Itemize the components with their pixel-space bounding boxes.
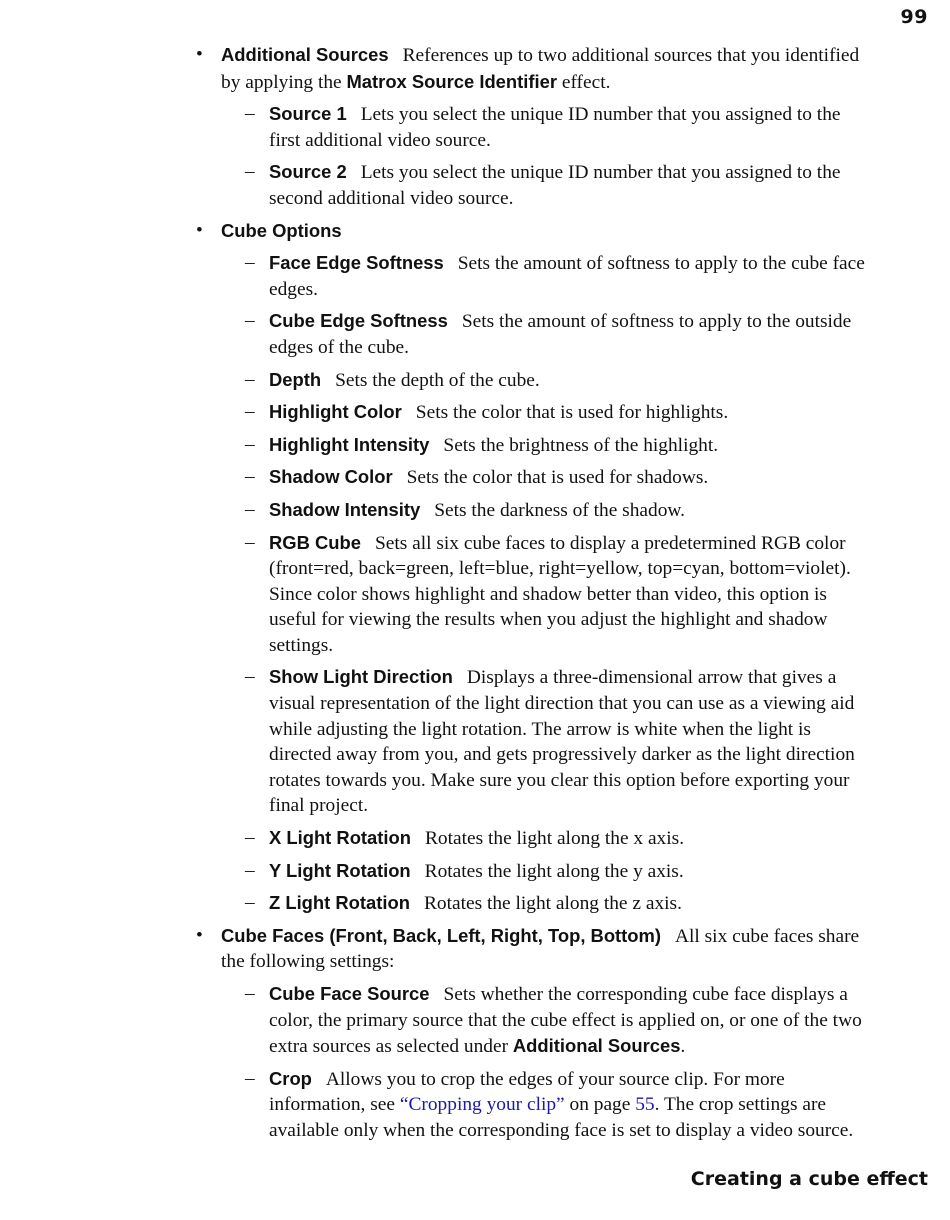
term-rgb-cube: RGB Cube — [269, 531, 361, 553]
list-item-cube-faces — [196, 923, 876, 1144]
ref-additional-sources: Additional Sources — [512, 1035, 681, 1057]
desc-additional-sources-before: References up to two additional sources that you identified by applying the — [221, 45, 860, 93]
bullet-marker: • — [196, 219, 203, 241]
term-additional-sources: Additional Sources — [221, 44, 389, 65]
desc-crop-after: . The crop settings are available only when the corresponding face is set to display a video source. — [269, 1094, 854, 1141]
dash-marker: – — [245, 103, 255, 125]
term-cube-face-source: Cube Face Source — [269, 983, 430, 1004]
dash-marker: – — [245, 433, 255, 455]
term-crop: Crop — [269, 1067, 312, 1089]
desc-shadow-intensity: Sets the darkness of the shadow. — [434, 499, 686, 521]
sub-item-highlight-intensity — [221, 432, 876, 459]
desc-cube-faces: All six cube faces share the following settings: — [221, 925, 860, 973]
desc-rgb-cube: Sets all six cube faces to display a predetermined RGB color (front=red, back=green, left=blue, right=yellow, top=cyan, bottom=violet). Since color shows highlight and shadow better than video, this option is useful for viewing the results when you adjust the highlight and shadow settings. — [269, 532, 851, 656]
sub-item-source-1 — [221, 101, 876, 153]
dash-marker: – — [245, 368, 255, 390]
desc-cube-face-source-before: Sets whether the corresponding cube face displays a color, the primary source that the cube effect is applied on, or one of the two extra sources as selected under — [269, 984, 862, 1058]
term-depth: Depth — [269, 368, 322, 390]
page-number: 99 — [900, 6, 928, 28]
dash-marker: – — [245, 401, 255, 423]
dash-marker: – — [245, 1067, 255, 1089]
desc-z-light-rotation: Rotates the light along the z axis. — [423, 893, 682, 915]
sub-item-show-light-direction — [221, 664, 876, 819]
desc-highlight-color: Sets the color that is used for highlights. — [415, 402, 729, 424]
dash-marker: – — [245, 252, 255, 274]
sub-item-cube-edge-softness — [221, 308, 876, 360]
dash-marker: – — [245, 892, 255, 914]
desc-source-1: Lets you select the unique ID number that you assigned to the first additional video source. — [269, 104, 841, 151]
term-shadow-color: Shadow Color — [269, 466, 393, 488]
sub-item-z-light-rotation — [221, 890, 876, 917]
sub-item-shadow-color — [221, 464, 876, 491]
desc-cube-face-source-after: . — [680, 1036, 686, 1058]
dash-marker: – — [245, 859, 255, 881]
term-y-light-rotation: Y Light Rotation — [269, 859, 411, 881]
sub-item-crop — [221, 1066, 876, 1144]
dash-marker: – — [245, 498, 255, 520]
desc-cube-edge-softness: Sets the amount of softness to apply to the outside edges of the cube. — [269, 311, 852, 358]
term-z-light-rotation: Z Light Rotation — [269, 892, 410, 914]
cropping-your-clip-link[interactable]: “Cropping your clip” — [399, 1094, 565, 1116]
desc-y-light-rotation: Rotates the light along the y axis. — [424, 860, 684, 882]
dash-marker: – — [245, 310, 255, 332]
page-55-link[interactable]: 55 — [635, 1094, 655, 1116]
term-source-1: Source 1 — [269, 103, 347, 125]
term-source-2: Source 2 — [269, 161, 347, 183]
term-show-light-direction: Show Light Direction — [269, 666, 453, 688]
bullet-marker: • — [196, 924, 203, 946]
desc-depth: Sets the depth of the cube. — [335, 369, 540, 391]
term-highlight-intensity: Highlight Intensity — [269, 433, 430, 455]
sub-item-x-light-rotation — [221, 825, 876, 852]
term-cube-edge-softness: Cube Edge Softness — [269, 310, 448, 332]
dash-marker: – — [245, 161, 255, 183]
desc-face-edge-softness: Sets the amount of softness to apply to the cube face edges. — [269, 253, 865, 300]
bullet-marker: • — [196, 44, 203, 65]
list-item-additional-sources — [196, 42, 876, 212]
dash-marker: – — [245, 666, 255, 688]
desc-crop-before: Allows you to crop the edges of your source clip. For more information, see — [269, 1068, 785, 1116]
term-face-edge-softness: Face Edge Softness — [269, 252, 444, 274]
dash-marker: – — [245, 827, 255, 849]
sub-item-source-2 — [221, 159, 876, 211]
desc-highlight-intensity: Sets the brightness of the highlight. — [443, 434, 719, 456]
dash-marker: – — [245, 466, 255, 488]
sub-item-cube-face-source — [221, 981, 876, 1060]
page-content — [196, 42, 876, 1150]
term-cube-faces: Cube Faces (Front, Back, Left, Right, Top, Bottom) — [221, 924, 662, 946]
desc-x-light-rotation: Rotates the light along the x axis. — [425, 828, 685, 850]
desc-show-light-direction: Displays a three-dimensional arrow that gives a visual representation of the light direction that you can use as a viewing aid while adjusting the light rotation. The arrow is white when the light is directed away from you, and gets progressively darker as the light direction rotates towards you. Make sure you clear this option before exporting your final project. — [269, 667, 855, 817]
dash-marker: – — [245, 531, 255, 553]
term-x-light-rotation: X Light Rotation — [269, 827, 411, 849]
sub-item-depth — [221, 367, 876, 394]
dash-marker: – — [245, 983, 255, 1004]
desc-additional-sources-after: effect. — [557, 71, 611, 93]
sub-item-highlight-color — [221, 399, 876, 426]
sub-item-shadow-intensity — [221, 497, 876, 524]
sub-item-rgb-cube — [221, 530, 876, 659]
footer-section-title: Creating a cube effect — [690, 1168, 928, 1190]
desc-shadow-color: Sets the color that is used for shadows. — [406, 467, 709, 489]
term-shadow-intensity: Shadow Intensity — [269, 498, 421, 520]
term-highlight-color: Highlight Color — [269, 401, 402, 423]
ref-matrox-source-identifier: Matrox Source Identifier — [346, 70, 557, 92]
desc-source-2: Lets you select the unique ID number that you assigned to the second additional video source. — [269, 162, 841, 209]
list-item-cube-options — [196, 218, 876, 917]
term-cube-options: Cube Options — [221, 219, 342, 241]
sub-item-face-edge-softness — [221, 250, 876, 302]
sub-item-y-light-rotation — [221, 858, 876, 885]
desc-crop-mid: on page — [564, 1094, 636, 1116]
